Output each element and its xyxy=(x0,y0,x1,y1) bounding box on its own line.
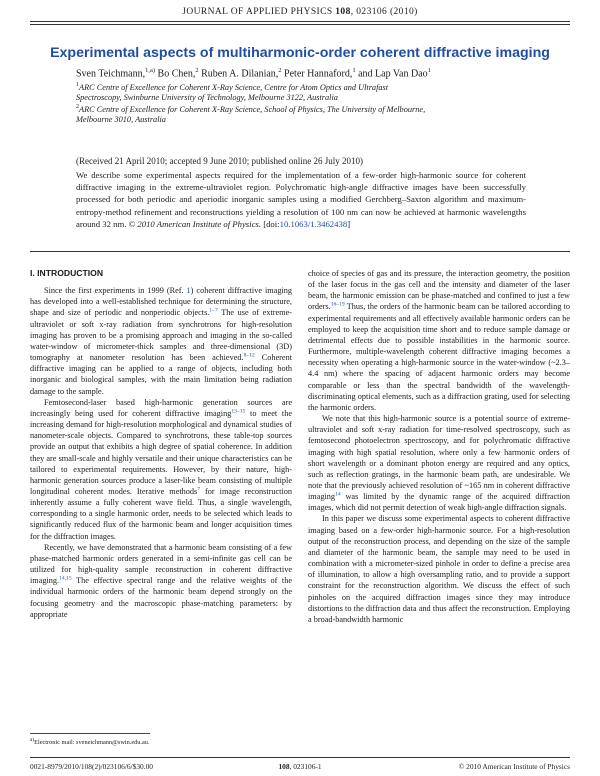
author-sup: 1,a) xyxy=(145,67,156,74)
author-sup: 2 xyxy=(278,67,282,74)
right-column xyxy=(308,268,570,625)
header-rule-top xyxy=(30,21,570,22)
footnote-sup: a) xyxy=(30,737,35,743)
abstract xyxy=(76,169,526,230)
footer-page: 108, 023106-1 xyxy=(278,762,322,771)
affiliation-line: Melbourne 3010, Australia xyxy=(76,115,166,125)
affiliation-sup: 1 xyxy=(76,82,79,88)
author-sup: 1 xyxy=(427,67,431,74)
abstract-copyright: © 2010 American Institute of Physics. xyxy=(126,218,262,229)
footer-issn: 0021-8979/2010/108(2)/023106/6/$30.00 xyxy=(30,762,153,771)
left-column xyxy=(30,268,292,620)
ref-link[interactable]: 14 xyxy=(335,491,341,498)
affiliation-2 xyxy=(76,102,546,126)
ref-link[interactable]: 1 xyxy=(183,286,191,296)
received-dates: (Received 21 April 2010; accepted 9 June 2010; published online 26 July 2010) xyxy=(76,156,363,166)
journal-name: JOURNAL OF APPLIED PHYSICS xyxy=(182,7,333,17)
paper-title: Experimental aspects of multiharmonic-order coherent diffractive imaging xyxy=(50,45,550,61)
paragraph: Since the first experiments in 1999 (Ref. 1) coherent diffractive imaging has developed into a well-established technique for determining the structure, shape and size of periodic and nonperiodic objects.$^{1-7}$ The use of extreme-ultraviolet or soft x-ray radiation from synchrotrons for high-resolution imaging has proven to be a promising approach and imaging in the so-called water-window of micrometer-thick samples and three-dimensional (3D) tomography at nanometer resolution has been achieved.$^{8-12}$ Coherent diffractive imaging can be applied to a range of objects, including both inorganic and biological samples, with the main limitation being radiation damage to the sample. xyxy=(30,286,293,396)
ref-link[interactable]: 14,15 xyxy=(59,575,72,582)
ref-link[interactable]: 13–15 xyxy=(231,408,246,415)
ref-link[interactable]: 16–19 xyxy=(330,301,345,308)
paragraph: In this paper we discuss some experimental aspects to coherent diffractive imaging based on a few-order high-harmonic source. For a high-resolution output of the reconstruction process, and depending on the size of the sample and diameter of the harmonic beam, the sample may need to be used in combination with a micrometer-sized pinhole in order to define a precise area of illumination, to allow a high oversampling ratio, and to provide a support constraint for the reconstruction algorithm. We discuss the effect of such pinholes on the acquired diffraction images since they may introduce distortions to the diffraction data and thus affect the reconstruction. Employing a broad-bandwidth harmonic xyxy=(308,514,570,624)
footnote-rule xyxy=(30,733,150,734)
abstract-text: We describe some experimental aspects required for the implementation of a few-order high-harmonic source for coherent diffractive imaging in the extreme-ultraviolet region. Polychromatic high-angle diffractive images have been successfully processed for both periodic and aperiodic inorganic samples using a modified Gerchberg–Saxton algorithm and maximum-entropy-method refinement and reconstructions yielding a resolution of 100 nm can now be achieved at harmonic wavelengths around 32 nm. xyxy=(76,170,526,229)
paragraph: We note that this high-harmonic source is a potential source of extreme-ultraviolet and soft x-ray radiation for time-resolved spectroscopy, such as femtosecond photoelectron spectroscopy, and for polychromatic diffractive imaging with high spatial resolution, where only a few harmonic orders of short wavelength or a dominant photon energy are required and any optics, such as reflection gratings, in the harmonic beam path, are undesirable. We note that the previously achieved resolution of ~165 nm in coherent diffractive imaging$^{14}$ was limited by the dynamic range of the acquired diffraction images, which did not permit detection of weak high-angle diffraction signals. xyxy=(308,414,570,513)
footnote-text: Electronic mail: sveneichmann@swin.edu.au. xyxy=(34,739,150,747)
author-name: and Lap Van Dao xyxy=(355,68,428,80)
ref-link[interactable]: 7 xyxy=(197,486,201,493)
paragraph: Femtosecond-laser based high-harmonic generation sources are increasingly being used for coherent diffractive imaging$^{13-15}$ to meet the increasing demand for high-resolution morphological and dynamical studies of nanometer-scale objects. Compared to synchrotrons, these table-top sources provide an output that exhibits a high degree of spatial coherence. In addition they are small-scale and highly versatile and their unique characteristics can be tailored to experimental requirements. However, by their nature, high-harmonic generation sources produce a laser-like beam consisting of multiple longitudinal coherent modes. Iterative methods$^7$ for image reconstruction inherently assume a fully coherent wave field. Thus, a single wavelength, corresponding to a single harmonic order, needs to be selected which leads to significantly reduced flux of the harmonic beam and longer acquisition times for the diffraction images. xyxy=(30,397,292,541)
footer-rule xyxy=(30,757,570,758)
author-list xyxy=(76,67,576,79)
author-sup: 1 xyxy=(352,67,356,74)
affiliation-sup: 2 xyxy=(76,104,79,110)
doi-link[interactable]: 10.1063/1.3462438 xyxy=(279,218,348,229)
doi-close: ] xyxy=(347,218,351,229)
affiliation-1 xyxy=(76,80,546,104)
ref-link[interactable]: 1–7 xyxy=(209,307,218,314)
paragraph: choice of species of gas and its pressure, the interaction geometry, the position of the laser focus in the gas cell and the intensity and diameter of the laser beam, the harmonic emission can be phase-matched and confined to just a few orders.$^{16-19}$ Thus, the orders of the harmonic beam can be tailored according to experimental requirements and all effectively available harmonic orders can be employed to keep the acquisition time short and to reduce sample damage or detrimental effects due to possible instabilities in the harmonic source. Furthermore, multiple-wavelength coherent diffractive imaging becomes a necessity when operating a high-harmonic source in the water-window (~2.3–4.4 nm) where the spacing of adjacent harmonic orders may become comparable or less than the spectral bandwidth of the wavelength-discriminating optical elements, such as a diffraction grating, used for selecting the harmonic orders. xyxy=(308,269,570,412)
journal-article: , 023106 (2010) xyxy=(350,7,418,17)
section-heading: I. INTRODUCTION xyxy=(30,268,104,278)
doi-open: [doi: xyxy=(263,218,280,229)
paragraph: Recently, we have demonstrated that a harmonic beam consisting of a few phase-matched harmonic orders generated in a semi-infinite gas cell can be utilized for high-quality sample reconstruction in coherent diffractive imaging.$^{14,15}$ The effective spectral range and the relative weights of the individual harmonic orders of the harmonic beam depend strongly on the focusing geometry and the macroscopic phase-matching parameters: by appropriate xyxy=(30,542,292,619)
author-name: Sven Teichmann, xyxy=(76,68,146,80)
journal-header xyxy=(0,7,600,17)
affiliation-line: Spectroscopy, Swinburne University of Technology, Melbourne 3122, Australia xyxy=(76,93,338,103)
author-name: Ruben A. Dilanian, xyxy=(198,68,279,80)
journal-volume: 108 xyxy=(335,7,351,17)
footer-copyright: © 2010 American Institute of Physics xyxy=(458,762,570,771)
ref-link[interactable]: 8–12 xyxy=(243,352,255,359)
author-name: Peter Hannaford, xyxy=(281,68,353,80)
header-rule-bottom xyxy=(30,24,570,25)
author-name: Bo Chen, xyxy=(155,68,196,80)
abstract-rule xyxy=(30,251,570,252)
footnote xyxy=(30,737,292,746)
affiliation-line: ARC Centre of Excellence for Coherent X-Ray Science, Centre for Atom Optics and Ultrafast xyxy=(79,82,389,92)
author-sup: 2 xyxy=(195,67,199,74)
affiliation-line: ARC Centre of Excellence for Coherent X-Ray Science, School of Physics, The University of Melbourne, xyxy=(79,104,426,114)
